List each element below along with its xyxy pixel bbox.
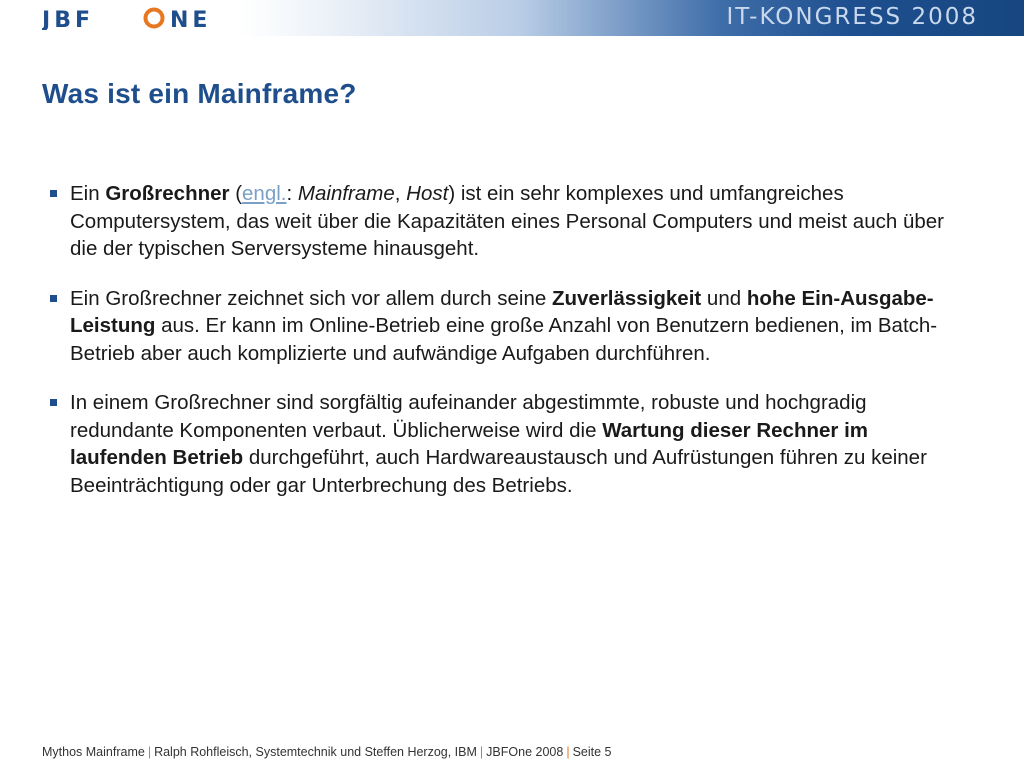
- slide-content: [50, 180, 970, 521]
- bullet-italic-term: Mainframe: [297, 182, 395, 205]
- bullet-text: ) ist ein sehr komplexes und umfangreiches Computersystem, das weit über die Kapazitäten eines Personal Computers und meist auch über die der typischen Serversysteme hinausgeht.: [70, 182, 944, 260]
- square-bullet-icon: [50, 295, 57, 302]
- bullet-item: [50, 389, 970, 499]
- footer-separator: |: [566, 745, 570, 759]
- bullet-text: und: [701, 286, 747, 310]
- event-title: IT-KONGRESS 2008: [726, 4, 978, 30]
- bullet-bold-term: Wartung dieser Rechner im laufenden Betrieb: [70, 418, 868, 469]
- bullet-text: durchgeführt, auch Hardwareaustausch und Aufrüstungen führen zu keiner Beeinträchtigung oder gar Unterbrechung des Betriebs.: [70, 446, 927, 497]
- logo-letters-left: JBF: [42, 8, 94, 30]
- slide-footer: [42, 745, 611, 759]
- bullet-bold-term: Zuverlässigkeit: [551, 286, 702, 310]
- slide-title: Was ist ein Mainframe?: [42, 78, 357, 109]
- header-banner: [0, 0, 1024, 36]
- footer-page-number: Seite 5: [572, 745, 612, 759]
- footer-event: JBFOne 2008: [486, 745, 564, 759]
- logo-ring-icon: [146, 10, 163, 27]
- footer-presentation-title: Mythos Mainframe: [42, 745, 145, 759]
- bullet-item: [50, 180, 970, 263]
- footer-authors: Ralph Rohfleisch, Systemtechnik und Steffen Herzog, IBM: [154, 745, 477, 759]
- bullet-text: In einem Großrechner sind sorgfältig aufeinander abgestimmte, robuste und hochgradig redundante Komponenten verbaut. Üblicherweise wird die: [70, 391, 867, 442]
- square-bullet-icon: [50, 190, 57, 197]
- bullet-text: Ein Großrechner zeichnet sich vor allem durch seine: [70, 286, 552, 310]
- footer-separator: |: [147, 745, 152, 759]
- bullet-text: ,: [394, 182, 407, 205]
- bullet-text: aus. Er kann im Online-Betrieb eine große Anzahl von Benutzern bedienen, im Batch-Betrieb aber auch komplizierte und aufwändige Aufgaben durchführen.: [70, 314, 938, 365]
- bullet-text: :: [286, 182, 298, 205]
- square-bullet-icon: [50, 399, 57, 406]
- engl-link[interactable]: engl.: [242, 182, 287, 205]
- bullet-bold-term: hohe Ein-Ausgabe-Leistung: [70, 286, 934, 337]
- bullet-italic-term: Host: [406, 182, 449, 205]
- bullet-text: (: [229, 182, 243, 205]
- logo-letters-right: NE: [170, 8, 212, 30]
- bullet-bold-term: Großrechner: [105, 182, 230, 205]
- footer-separator: |: [479, 745, 484, 759]
- jbfone-logo: [42, 5, 212, 31]
- bullet-text: Ein: [70, 182, 106, 205]
- bullet-item: [50, 285, 970, 368]
